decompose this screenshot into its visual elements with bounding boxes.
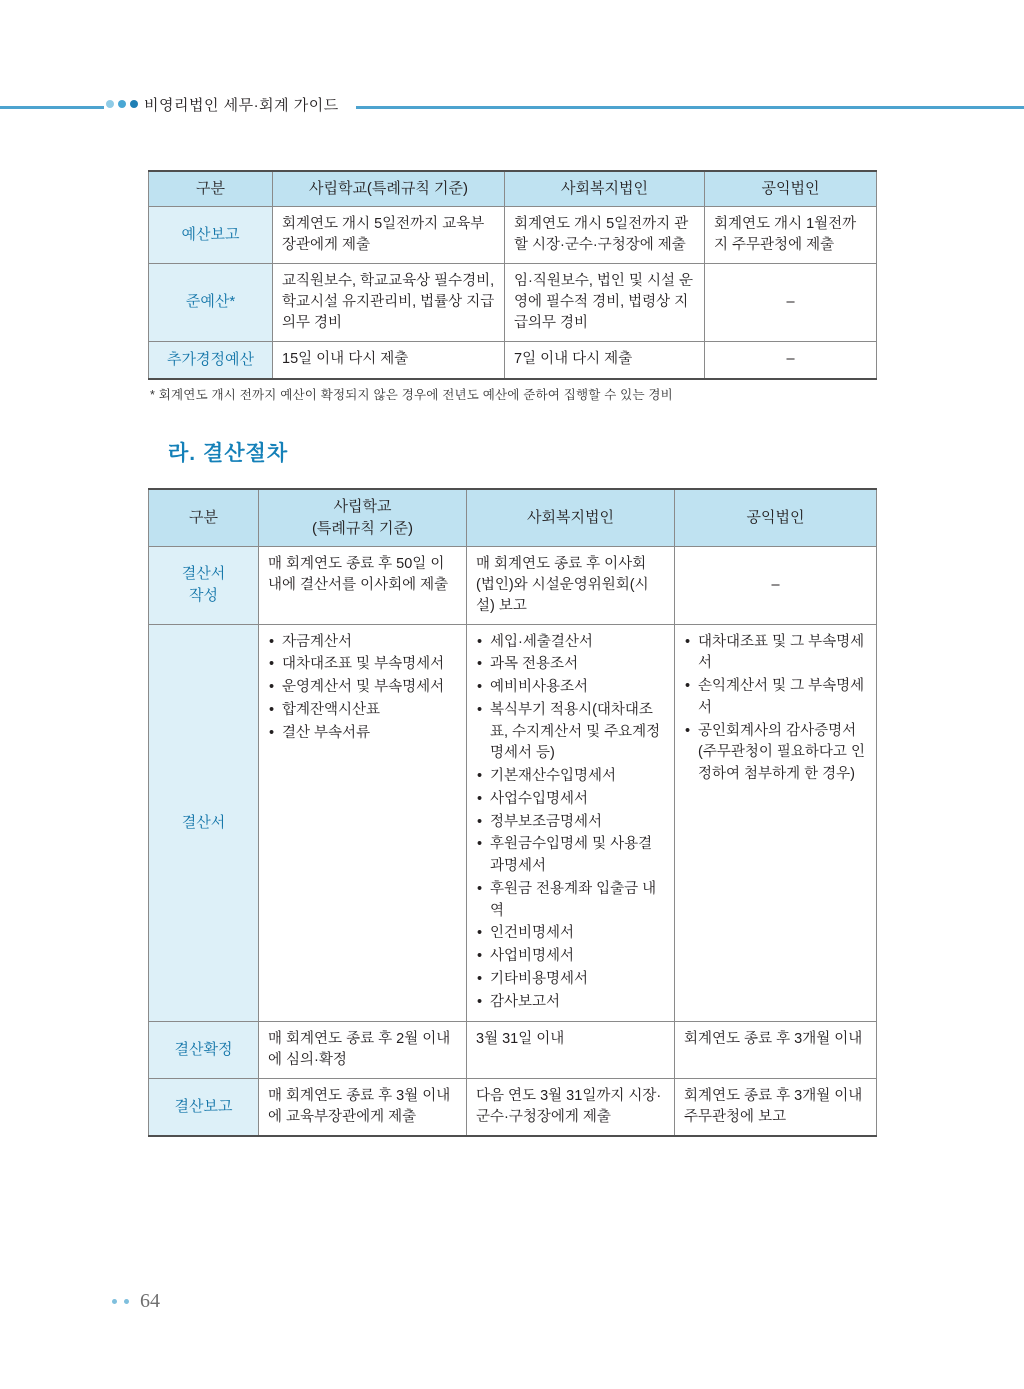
table-row (149, 1022, 877, 1079)
t2-row0-c1: 매 회계연도 종료 후 50일 이내에 결산서를 이사회에 제출 (259, 546, 467, 624)
settlement-procedure-table (148, 488, 877, 1137)
t2-col-2: 사회복지법인 (467, 489, 675, 546)
table-row (149, 546, 877, 624)
t2-row0-label-line2: 작성 (189, 587, 218, 605)
table-row (149, 1079, 877, 1137)
list-item: • 사업비명세서 (476, 946, 665, 968)
t2-col-1-line2: (특례규칙 기준) (311, 519, 414, 537)
header-rule-left (0, 106, 104, 109)
t1-row0-c1: 회계연도 개시 5일전까지 교육부 장관에게 제출 (273, 206, 505, 263)
t2-row1-c2 (467, 624, 675, 1022)
footer-dot-icon (124, 1299, 129, 1304)
list-item: • 기본재산수입명세서 (476, 766, 665, 788)
t1-col-2: 사회복지법인 (505, 171, 705, 206)
t2-col-3: 공익법인 (675, 489, 877, 546)
t2-row0-label (149, 546, 259, 624)
list-item: • 예비비사용조서 (476, 677, 665, 699)
list-item: • 과목 전용조서 (476, 654, 665, 676)
table-row (149, 206, 877, 263)
t1-row0-c2: 회계연도 개시 5일전까지 관할 시장·군수·구청장에 제출 (505, 206, 705, 263)
table-row (149, 341, 877, 378)
t2-col-0: 구분 (149, 489, 259, 546)
t2-row3-label: 결산보고 (149, 1079, 259, 1137)
t2-col-1 (259, 489, 467, 546)
t2-row1-c3 (675, 624, 877, 1022)
list-item: • 대차대조표 및 그 부속명세서 (684, 632, 867, 676)
table-row (149, 624, 877, 1022)
t1-row1-label: 준예산* (149, 263, 273, 341)
list-item: • 후원금수입명세 및 사용결과명세서 (476, 834, 665, 878)
t1-col-3: 공익법인 (705, 171, 877, 206)
t2-row1-c2-list (476, 632, 665, 1014)
section-heading: 라. 결산절차 (168, 442, 289, 465)
t2-row2-label: 결산확정 (149, 1022, 259, 1079)
t1-col-0: 구분 (149, 171, 273, 206)
t1-row1-c3: – (705, 263, 877, 341)
t1-row2-label: 추가경정예산 (149, 341, 273, 378)
page-footer (112, 1290, 160, 1313)
t2-row3-c2: 다음 연도 3월 31일까지 시장·군수·구청장에게 제출 (467, 1079, 675, 1137)
list-item: • 운영계산서 및 부속명세서 (268, 677, 457, 699)
footer-dot-icon (112, 1299, 117, 1304)
table1-footnote: * 회계연도 개시 전까지 예산이 확정되지 않은 경우에 전년도 예산에 준하여 집행할 수 있는 경비 (150, 388, 673, 402)
list-item: • 세입·세출결산서 (476, 632, 665, 654)
list-item: • 자금계산서 (268, 632, 457, 654)
list-item: • 후원금 전용계좌 입출금 내역 (476, 879, 665, 923)
t2-row2-c2: 3월 31일 이내 (467, 1022, 675, 1079)
table-row (149, 263, 877, 341)
t2-row3-c1: 매 회계연도 종료 후 3월 이내에 교육부장관에게 제출 (259, 1079, 467, 1137)
list-item: • 기타비용명세서 (476, 969, 665, 991)
list-item: • 대차대조표 및 부속명세서 (268, 654, 457, 676)
t1-row1-c2: 임·직원보수, 법인 및 시설 운영에 필수적 경비, 법령상 지급의무 경비 (505, 263, 705, 341)
t1-row0-c3: 회계연도 개시 1월전까지 주무관청에 제출 (705, 206, 877, 263)
table-header-row (149, 171, 877, 206)
t2-row2-c1: 매 회계연도 종료 후 2월 이내에 심의·확정 (259, 1022, 467, 1079)
list-item: • 결산 부속서류 (268, 723, 457, 745)
header-dots-icon (106, 100, 138, 108)
list-item: • 정부보조금명세서 (476, 812, 665, 834)
t2-row0-c3: – (675, 546, 877, 624)
list-item: • 감사보고서 (476, 992, 665, 1014)
t2-col-1-line1: 사립학교 (333, 498, 392, 515)
t1-row1-c1: 교직원보수, 학교교육상 필수경비, 학교시설 유지관리비, 법률상 지급의무 경비 (273, 263, 505, 341)
t2-row3-c3: 회계연도 종료 후 3개월 이내 주무관청에 보고 (675, 1079, 877, 1137)
t2-row0-c2: 매 회계연도 종료 후 이사회(법인)와 시설운영위원회(시설) 보고 (467, 546, 675, 624)
t2-row1-c3-list (684, 632, 867, 786)
t2-row1-label: 결산서 (149, 624, 259, 1022)
t1-col-1: 사립학교(특례규칙 기준) (273, 171, 505, 206)
t2-row1-c1 (259, 624, 467, 1022)
t1-row2-c2: 7일 이내 다시 제출 (505, 341, 705, 378)
t1-row2-c3: – (705, 341, 877, 378)
t2-row0-label-line1: 결산서 (181, 565, 226, 583)
t1-row0-label: 예산보고 (149, 206, 273, 263)
list-item: • 복식부기 적용시(대차대조표, 수지계산서 및 주요계정명세서 등) (476, 700, 665, 765)
t2-row1-c1-list (268, 632, 457, 745)
t2-row2-c3: 회계연도 종료 후 3개월 이내 (675, 1022, 877, 1079)
page-header (0, 94, 1024, 120)
t1-row2-c1: 15일 이내 다시 제출 (273, 341, 505, 378)
list-item: • 사업수입명세서 (476, 789, 665, 811)
table-header-row (149, 489, 877, 546)
page-number: 64 (140, 1290, 160, 1312)
budget-procedure-table-wrap (148, 170, 876, 380)
header-title: 비영리법인 세무·회계 가이드 (144, 97, 339, 114)
list-item: • 인건비명세서 (476, 923, 665, 945)
list-item: • 손익계산서 및 그 부속명세서 (684, 676, 867, 720)
header-rule-right (356, 106, 1024, 109)
list-item: • 합계잔액시산표 (268, 700, 457, 722)
settlement-procedure-table-wrap (148, 488, 876, 1137)
list-item: • 공인회계사의 감사증명서(주무관청이 필요하다고 인정하여 첨부하게 한 경우) (684, 721, 867, 786)
budget-procedure-table (148, 170, 877, 380)
